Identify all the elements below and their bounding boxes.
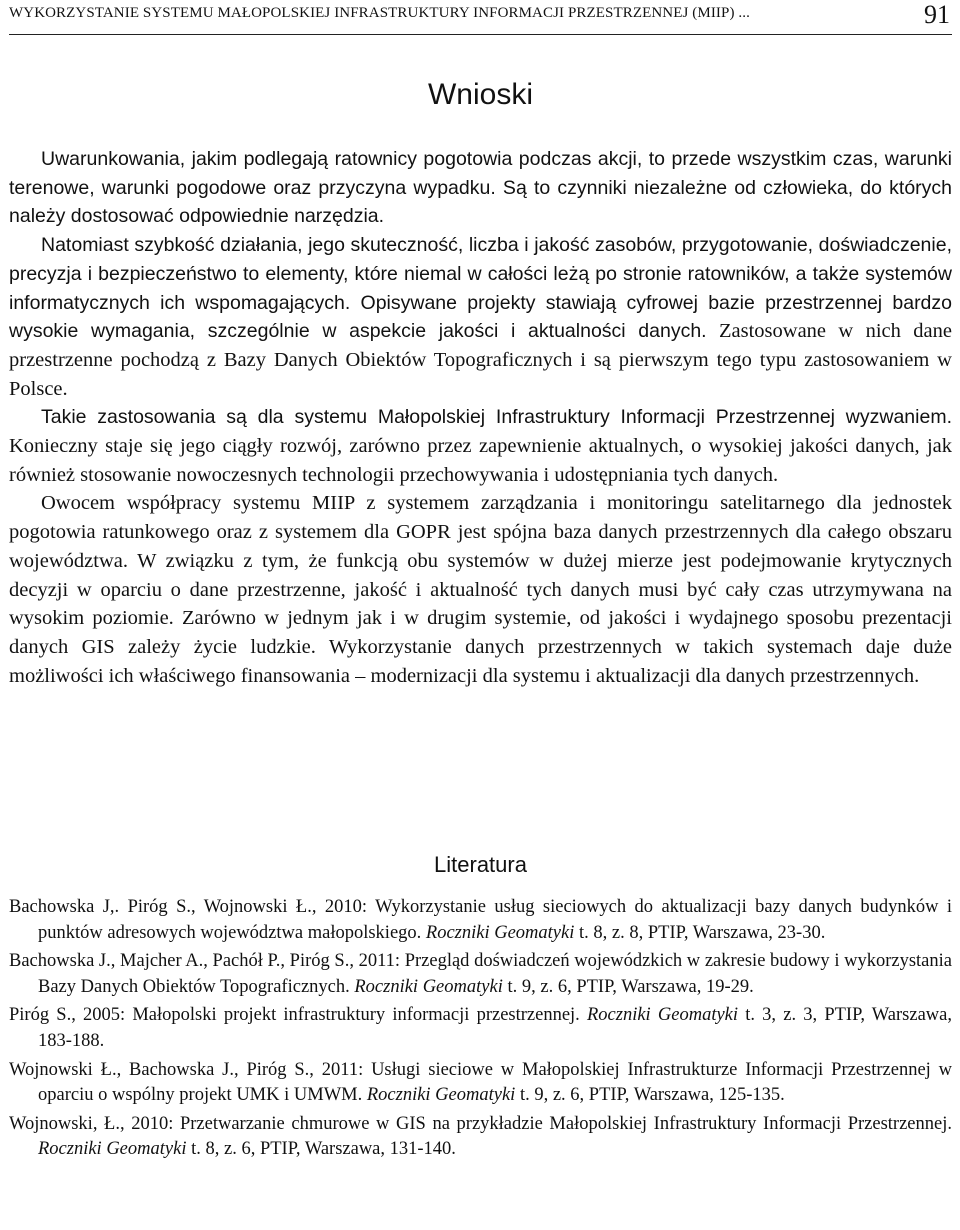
reference-details: t. 8, z. 8, PTIP, Warszawa, 23-30. bbox=[574, 922, 826, 943]
reference-item bbox=[9, 949, 952, 1000]
reference-text: Bachowska J,. Piróg S., Wojnowski Ł., 2010: Wykorzystanie usług sieciowych do aktualizacji bazy danych budynków i punktów adresowych województwa małopolskiego. bbox=[9, 897, 952, 943]
reference-details: t. 9, z. 6, PTIP, Warszawa, 19-29. bbox=[502, 976, 754, 997]
reference-item bbox=[9, 1003, 952, 1054]
reference-journal: Roczniki Geomatyki bbox=[366, 1085, 516, 1106]
reference-text: Wojnowski, Ł., 2010: Przetwarzanie chmurowe w GIS na przykładzie Małopolskiej Infrastruktury Informacji Przestrzennej. bbox=[9, 1113, 952, 1134]
references-title: Literatura bbox=[434, 852, 527, 877]
reference-details: t. 9, z. 6, PTIP, Warszawa, 125-135. bbox=[515, 1085, 785, 1106]
paragraph-4: Owocem współpracy systemu MIIP z systemem zarządzania i monitoringu satelitarnego dla jednostek pogotowia ratunkowego oraz z systemem dla GOPR jest spójna baza danych przestrzennych dla całego obszaru województwa. W związku z tym, że funkcją obu systemów w dużej mierze jest podejmowanie krytycznych decyzji w oparciu o dane przestrzenne, jakość i aktualność tych danych musi być cały czas utrzymywana na wysokim poziomie. Zarówno w jednym jak i w drugim systemie, od jakości i wydajnego sposobu prezentacji danych GIS zależy życie ludzkie. Wykorzystanie danych przestrzennych w takich systemach daje duże możliwości ich właściwego finansowania – modernizacji dla systemu i aktualizacji dla danych przestrzennych. bbox=[9, 492, 952, 687]
reference-item bbox=[9, 1058, 952, 1109]
reference-item bbox=[9, 1112, 952, 1163]
document-page bbox=[9, 0, 952, 1230]
paragraph-2 bbox=[9, 231, 952, 403]
page-number: 91 bbox=[924, 0, 950, 29]
paragraph-2-part-a: Natomiast szybkość działania, jego skuteczność, liczba i jakość zasobów, przygotowanie, doświadczenie, precyzja i bezpieczeństwo to elementy, które niemal w całości leżą po stronie ratowników, a także systemów informatycznych ich wspomagających. Opisywane projekty stawiają cyfrowej bazie przestrzennej bardzo wysokie wymagania, szczególnie w aspekcie jakości i aktualności danych. bbox=[9, 234, 952, 343]
paragraph-3 bbox=[9, 403, 952, 489]
reference-journal: Roczniki Geomatyki bbox=[354, 976, 503, 997]
running-header bbox=[9, 0, 952, 35]
reference-text: Bachowska J., Majcher A., Pachół P., Piróg S., 2011: Przegląd doświadczeń wojewódzkich w zakresie budowy i wykorzystania Bazy Danych Obiektów Topograficznych. bbox=[9, 951, 952, 997]
paragraph-2-part-b: Zastosowane w nich dane przestrzenne pochodzą z Bazy Danych Obiektów Topograficznych i są pierwszym tego typu zastosowaniem w Polsce. bbox=[9, 320, 952, 400]
reference-text: Wojnowski Ł., Bachowska J., Piróg S., 2011: Usługi sieciowe w Małopolskiej Infrastrukturze Informacji Przestrzennej w oparciu o wspólny projekt UMK i UMWM. bbox=[9, 1059, 952, 1106]
references-list bbox=[9, 895, 952, 1166]
reference-journal: Roczniki Geomatyki bbox=[38, 1139, 187, 1160]
body-text bbox=[9, 145, 952, 690]
reference-journal: Roczniki Geomatyki bbox=[587, 1005, 739, 1026]
reference-details: t. 3, z. 3, PTIP, Warszawa, 183-188. bbox=[38, 1005, 952, 1051]
running-title: WYKORZYSTANIE SYSTEMU MAŁOPOLSKIEJ INFRASTRUKTURY INFORMACJI PRZESTRZENNEJ (MIIP) ... bbox=[9, 5, 750, 21]
reference-details: t. 8, z. 6, PTIP, Warszawa, 131-140. bbox=[186, 1139, 456, 1160]
reference-journal: Roczniki Geomatyki bbox=[425, 922, 575, 943]
paragraph-3-part-a: Takie zastosowania są dla systemu Małopolskiej Infrastruktury Informacji Przestrzennej wyzwaniem. bbox=[41, 406, 952, 429]
reference-item bbox=[9, 895, 952, 946]
section-title: Wnioski bbox=[427, 78, 533, 111]
paragraph-1: Uwarunkowania, jakim podlegają ratownicy pogotowia podczas akcji, to przede wszystkim czas, warunki terenowe, warunki pogodowe oraz przyczyna wypadku. Są to czynniki niezależne od człowieka, do których należy dostosować odpowiednie narzędzia. bbox=[9, 148, 952, 228]
paragraph-3-part-b: Konieczny staje się jego ciągły rozwój, zarówno przez zapewnienie aktualnych, o wysokiej jakości danych, jak również stosowanie nowoczesnych technologii przechowywania i udostępniania tych danych. bbox=[9, 435, 952, 486]
reference-text: Piróg S., 2005: Małopolski projekt infrastruktury informacji przestrzennej. bbox=[9, 1005, 587, 1026]
